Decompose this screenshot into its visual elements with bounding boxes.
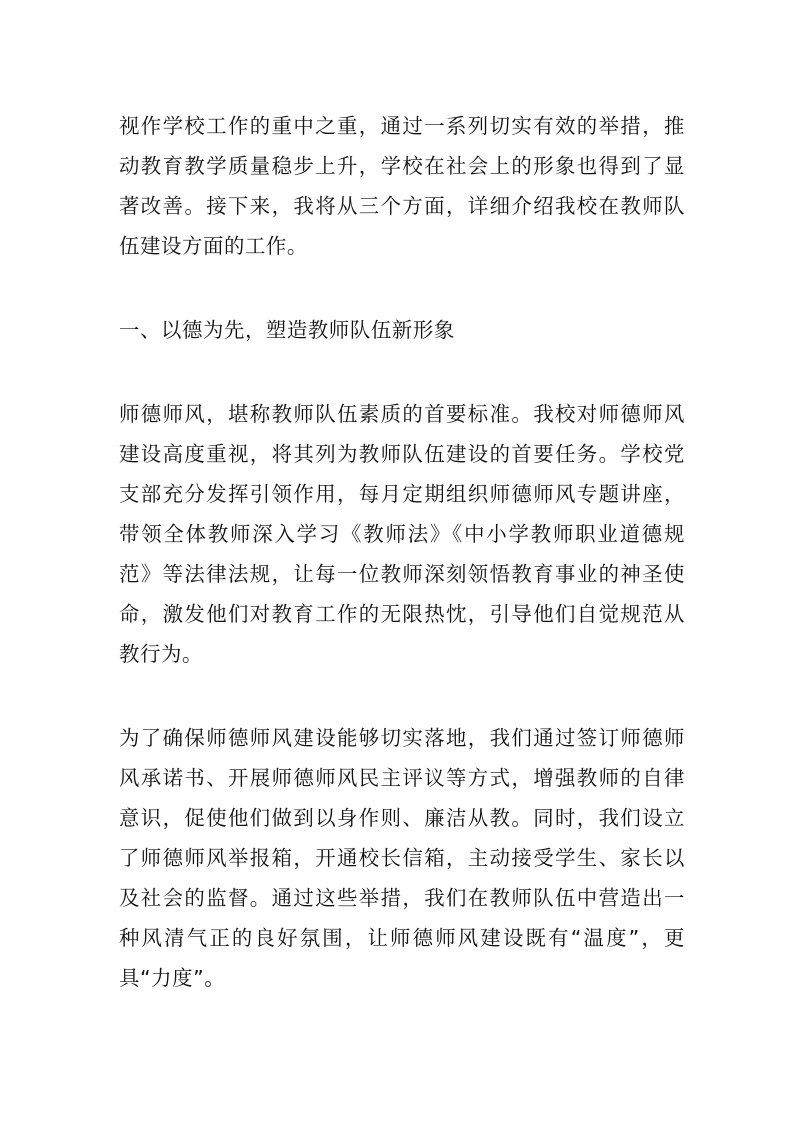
document-body [119,106,685,998]
paragraph-measures: 为了确保师德师风建设能够切实落地，我们通过签订师德师风承诺书、开展师德师风民主评议等方式，增强教师的自律意识，促使他们做到以身作则、廉洁从教。同时，我们设立了师德师风举报箱，开通校长信箱，主动接受学生、家长以及社会的监督。通过这些举措，我们在教师队伍中营造出一种风清气正的良好氛围，让师德师风建设既有“温度”，更具“力度”。 [119,726,685,990]
paragraph-ethics: 师德师风，堪称教师队伍素质的首要标准。我校对师德师风建设高度重视，将其列为教师队伍建设的首要任务。学校党支部充分发挥引领作用，每月定期组织师德师风专题讲座，带领全体教师深入学习《教师法》《中小学教师职业道德规范》等法律法规，让每一位教师深刻领悟教育事业的神圣使命，激发他们对教育工作的无限热忱，引导他们自觉规范从教行为。 [119,402,685,666]
paragraph-intro: 视作学校工作的重中之重，通过一系列切实有效的举措，推动教育教学质量稳步上升，学校在社会上的形象也得到了显著改善。接下来，我将从三个方面，详细介绍我校在教师队伍建设方面的工作。 [119,114,685,258]
section-heading: 一、以德为先，塑造教师队伍新形象 [119,318,455,342]
